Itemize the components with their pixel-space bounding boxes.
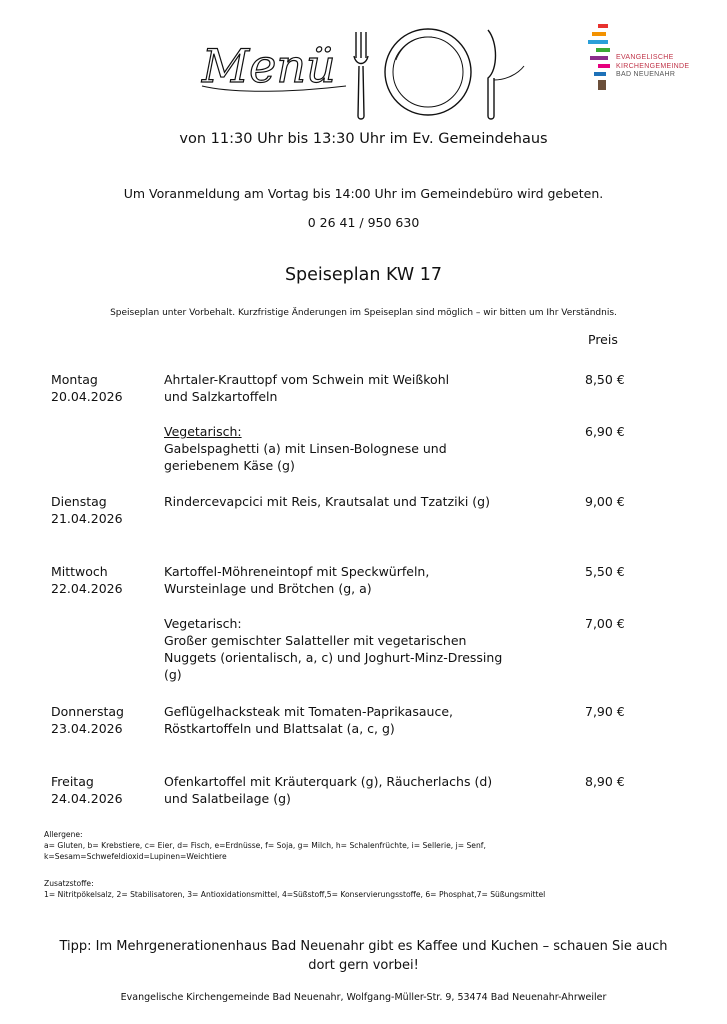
phone-number: 0 26 41 / 950 630 <box>307 215 420 230</box>
logo-bar <box>598 24 608 28</box>
price-wednesday-main: 5,50 € <box>585 564 625 579</box>
dish-line: geriebenem Käse (g) <box>164 458 295 473</box>
dish-line: Kartoffel-Möhreneintopf mit Speckwürfeln, <box>164 564 430 579</box>
dish-wednesday-vegetarian <box>164 615 564 683</box>
allergens-line: k=Sesam=Schwefeldioxid=Lupinen=Weichtiere <box>44 852 227 861</box>
logo-line-1: EVANGELISCHE <box>616 54 674 61</box>
knife-icon <box>488 30 524 119</box>
church-logo <box>588 24 718 94</box>
day-name: Dienstag <box>51 494 107 509</box>
tip-block <box>0 937 727 975</box>
tip-line: dort gern vorbei! <box>308 958 419 973</box>
day-row-thursday <box>51 703 124 737</box>
plate-icon <box>385 29 471 115</box>
day-name: Donnerstag <box>51 704 124 719</box>
price-monday-main: 8,50 € <box>585 372 625 387</box>
additives-line: 1= Nitritpökelsalz, 2= Stabilisatoren, 3= Antioxidationsmittel, 4=Süßstoff,5= Konservierungsstoffe, 6= Phosphat,7= Süßungsmittel <box>44 890 546 899</box>
day-row-tuesday <box>51 493 123 527</box>
vegetarian-label: Vegetarisch: <box>164 616 242 631</box>
day-date: 24.04.2026 <box>51 791 123 806</box>
logo-line-2: KIRCHENGEMEINDE <box>616 62 690 70</box>
tip-line: Tipp: Im Mehrgenerationenhaus Bad Neuenahr gibt es Kaffee und Kuchen – schauen Sie auch <box>59 939 668 954</box>
dish-line: Großer gemischter Salatteller mit vegetarischen <box>164 633 467 648</box>
dish-line: Wursteinlage und Brötchen (g, a) <box>164 581 372 596</box>
price-thursday-main: 7,90 € <box>585 704 625 719</box>
logo-bar <box>592 32 606 36</box>
price-monday-vegetarian: 6,90 € <box>585 424 625 439</box>
logo-bar <box>588 40 608 44</box>
dish-line: und Salzkartoffeln <box>164 389 278 404</box>
dish-thursday-main <box>164 703 564 737</box>
price-wednesday-vegetarian: 7,00 € <box>585 616 625 631</box>
dish-friday-main <box>164 773 564 807</box>
additives-title: Zusatzstoffe: <box>44 879 94 888</box>
logo-bar <box>598 80 606 90</box>
day-date: 22.04.2026 <box>51 581 123 596</box>
dish-line: Gabelspaghetti (a) mit Linsen-Bolognese und <box>164 441 447 456</box>
day-row-friday <box>51 773 123 807</box>
day-date: 23.04.2026 <box>51 721 123 736</box>
cutlery-plate-icon <box>196 20 526 125</box>
day-row-monday <box>51 371 123 405</box>
logo-line-3: BAD NEUENAHR <box>616 71 676 78</box>
day-date: 21.04.2026 <box>51 511 123 526</box>
dish-monday-main <box>164 371 564 405</box>
plan-disclaimer: Speiseplan unter Vorbehalt. Kurzfristige Änderungen im Speiseplan sind möglich – wir bitten um Ihr Verständnis. <box>110 308 617 318</box>
day-date: 20.04.2026 <box>51 389 123 404</box>
vegetarian-label: Vegetarisch: <box>164 424 242 439</box>
day-row-wednesday <box>51 563 123 597</box>
allergens-title: Allergene: <box>44 830 83 839</box>
dish-line: Ofenkartoffel mit Kräuterquark (g), Räucherlachs (d) <box>164 774 493 789</box>
day-name: Montag <box>51 372 98 387</box>
logo-bar <box>594 72 606 76</box>
menu-script-title: Menü <box>202 39 336 93</box>
day-name: Mittwoch <box>51 564 108 579</box>
allergens-block <box>44 829 694 862</box>
price-friday-main: 8,90 € <box>585 774 625 789</box>
registration-note: Um Voranmeldung am Vortag bis 14:00 Uhr im Gemeindebüro wird gebeten. <box>123 186 604 201</box>
day-name: Freitag <box>51 774 94 789</box>
dish-line: Röstkartoffeln und Blattsalat (a, c, g) <box>164 721 395 736</box>
dish-monday-vegetarian <box>164 423 564 474</box>
plan-title: Speiseplan KW 17 <box>284 265 443 285</box>
additives-block <box>44 878 694 900</box>
logo-cross-icon <box>588 24 612 94</box>
logo-bar <box>598 64 610 68</box>
footer-address: Evangelische Kirchengemeinde Bad Neuenahr, Wolfgang-Müller-Str. 9, 53474 Bad Neuenahr-Ahrweiler <box>120 992 607 1003</box>
logo-bar <box>596 48 610 52</box>
fork-icon <box>354 32 368 119</box>
dish-line: Nuggets (orientalisch, a, c) und Joghurt-Minz-Dressing <box>164 650 503 665</box>
dish-line: und Salatbeilage (g) <box>164 791 291 806</box>
logo-bar <box>590 56 608 60</box>
price-header: Preis <box>588 332 618 347</box>
opening-hours: von 11:30 Uhr bis 13:30 Uhr im Ev. Gemeindehaus <box>179 131 548 147</box>
dish-line: Rindercevapcici mit Reis, Krautsalat und Tzatziki (g) <box>164 494 490 509</box>
price-tuesday-main: 9,00 € <box>585 494 625 509</box>
allergens-line: a= Gluten, b= Krebstiere, c= Eier, d= Fisch, e=Erdnüsse, f= Soja, g= Milch, h= Schalenfrüchte, i= Sellerie, j= Senf, <box>44 841 486 850</box>
dish-line: Ahrtaler-Krauttopf vom Schwein mit Weißkohl <box>164 372 450 387</box>
dish-line: (g) <box>164 667 182 682</box>
menu-header-artwork <box>196 20 526 125</box>
dish-tuesday-main <box>164 493 564 510</box>
dish-wednesday-main <box>164 563 564 597</box>
dish-line: Geflügelhacksteak mit Tomaten-Paprikasauce, <box>164 704 453 719</box>
